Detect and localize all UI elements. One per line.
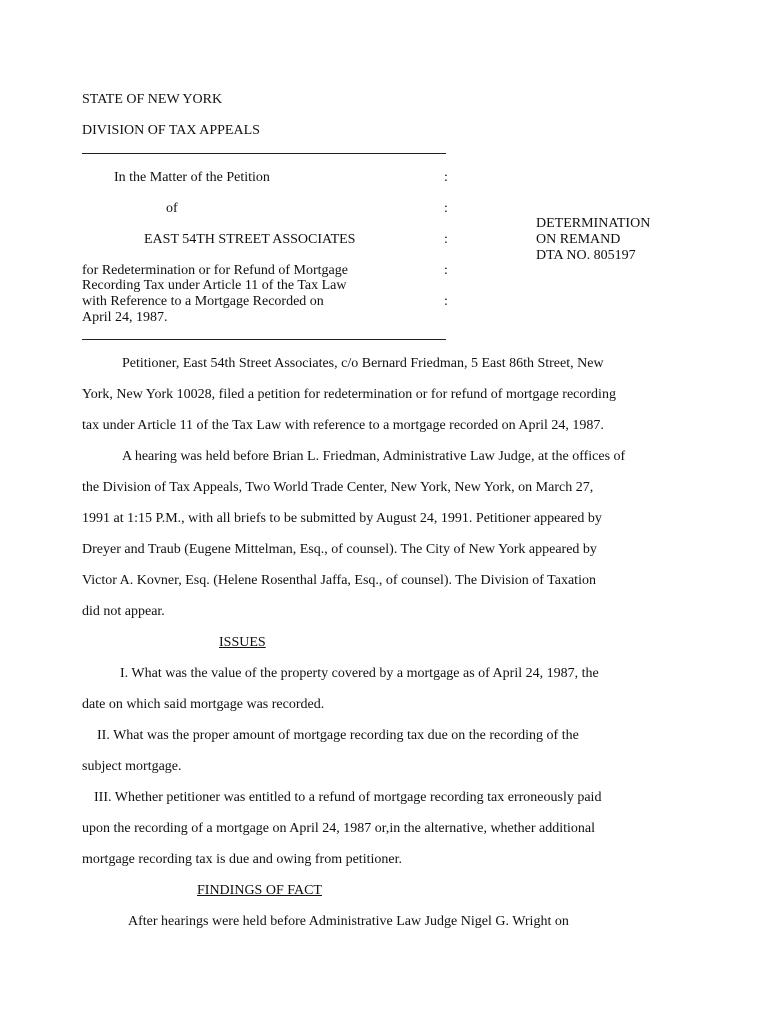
- purpose-line-4: April 24, 1987.: [82, 310, 168, 325]
- purpose-line-3: with Reference to a Mortgage Recorded on: [82, 294, 324, 309]
- para1-line: York, New York 10028, filed a petition for redetermination or for refund of mortgage recording: [82, 387, 616, 402]
- issue-3-line: upon the recording of a mortgage on April 24, 1987 or,in the alternative, whether additional: [82, 821, 596, 836]
- issue-1-line: I. What was the value of the property covered by a mortgage as of April 24, 1987, the: [120, 666, 599, 681]
- caption-colon: :: [444, 294, 448, 309]
- para2-line: 1991 at 1:15 P.M., with all briefs to be submitted by August 24, 1991. Petitioner appeared by: [82, 511, 602, 526]
- issue-2-line: II. What was the proper amount of mortgage recording tax due on the recording of the: [97, 728, 579, 743]
- findings-line: After hearings were held before Administrative Law Judge Nigel G. Wright on: [128, 914, 569, 929]
- issues-heading: ISSUES: [219, 635, 266, 650]
- para1-line: Petitioner, East 54th Street Associates, c/o Bernard Friedman, 5 East 86th Street, New: [122, 356, 604, 371]
- para2-line: the Division of Tax Appeals, Two World Trade Center, New York, New York, on March 27,: [82, 480, 594, 495]
- caption-top-rule: [82, 153, 446, 154]
- petitioner-name: EAST 54TH STREET ASSOCIATES: [144, 232, 356, 247]
- para2-line: Victor A. Kovner, Esq. (Helene Rosenthal Jaffa, Esq., of counsel). The Division of Taxation: [82, 573, 596, 588]
- determination-remand: ON REMAND: [536, 232, 621, 247]
- para2-line: A hearing was held before Brian L. Friedman, Administrative Law Judge, at the offices of: [122, 449, 626, 464]
- determination-title: DETERMINATION: [536, 216, 651, 231]
- determination-dta-number: DTA NO. 805197: [536, 248, 636, 263]
- caption-colon: :: [444, 201, 448, 216]
- findings-heading: FINDINGS OF FACT: [197, 883, 322, 898]
- para1-line: tax under Article 11 of the Tax Law with reference to a mortgage recorded on April 24, 1987.: [82, 418, 604, 433]
- purpose-line-2: Recording Tax under Article 11 of the Tax Law: [82, 278, 347, 293]
- caption-colon: :: [444, 170, 448, 185]
- purpose-line-1: for Redetermination or for Refund of Mortgage: [82, 263, 348, 278]
- para2-line: did not appear.: [82, 604, 165, 619]
- caption-colon: :: [444, 263, 448, 278]
- division-heading: DIVISION OF TAX APPEALS: [82, 123, 260, 138]
- issue-3-line: III. Whether petitioner was entitled to a refund of mortgage recording tax erroneously paid: [94, 790, 602, 805]
- determination-block: [536, 216, 650, 264]
- matter-line: In the Matter of the Petition: [114, 170, 270, 185]
- caption-colon: :: [444, 232, 448, 247]
- state-heading: STATE OF NEW YORK: [82, 92, 223, 107]
- caption-bottom-rule: [82, 339, 446, 340]
- of-line: of: [166, 201, 178, 216]
- issue-1-line: date on which said mortgage was recorded.: [82, 697, 325, 712]
- issue-3-line: mortgage recording tax is due and owing from petitioner.: [82, 852, 402, 867]
- para2-line: Dreyer and Traub (Eugene Mittelman, Esq., of counsel). The City of New York appeared by: [82, 542, 597, 557]
- issue-2-line: subject mortgage.: [82, 759, 182, 774]
